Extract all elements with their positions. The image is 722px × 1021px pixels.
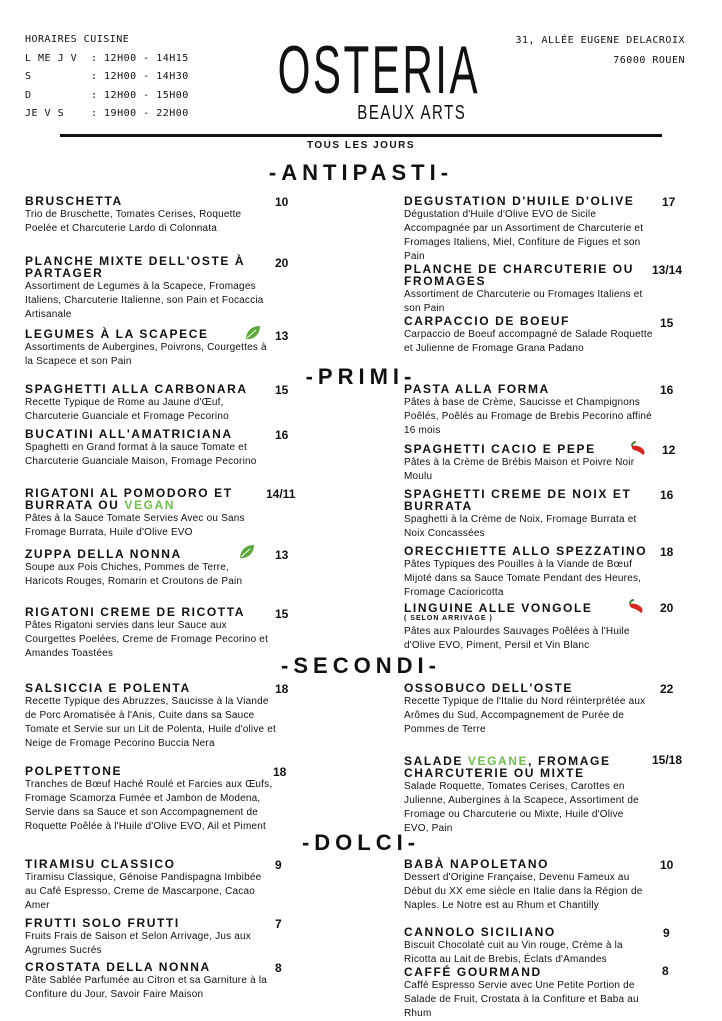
hours-days: S xyxy=(25,71,32,82)
menu-item xyxy=(25,428,270,469)
hours-time: : 12H00 - 14H15 xyxy=(91,52,189,64)
hours-row xyxy=(25,68,189,87)
menu-item xyxy=(25,383,277,424)
item-name: SPAGHETTI CACIO E PEPE xyxy=(404,442,596,456)
menu-item xyxy=(404,755,644,836)
item-price: 16 xyxy=(275,428,289,442)
item-price: 16 xyxy=(660,488,674,502)
item-name: DEGUSTATION D'HUILE D'OLIVE xyxy=(404,194,635,208)
item-price: 10 xyxy=(275,195,289,209)
item-description: Recette Typique de l'Italie du Nord réinterprétée aux Arômes du Sud, Accompagnement de Purée de Pommes de Terre xyxy=(404,696,646,735)
item-name: BUCATINI ALL'AMATRICIANA xyxy=(25,427,233,441)
menu-item xyxy=(404,682,649,737)
item-name: CROSTATA DELLA NONNA xyxy=(25,960,211,974)
item-price: 8 xyxy=(662,964,669,978)
item-name-part: BURRATA OU xyxy=(25,498,125,512)
item-name-part: , FROMAGE xyxy=(528,754,611,768)
item-name: RIGATONI CREME DE RICOTTA xyxy=(25,605,245,619)
menu-item xyxy=(25,255,275,322)
item-price: 13 xyxy=(275,329,289,343)
item-price: 18 xyxy=(660,545,674,559)
item-description: Dégustation d'Huile d'Olive EVO de Sicile Accompagnée par un Assortiment de Charcuterie et Fromages Italiens, Miel, Confiture de Figues et son Pain xyxy=(404,209,644,262)
menu-item xyxy=(404,926,654,967)
item-description: Pâtes à base de Crème, Saucisse et Champignons Poêlés, Poêlés au Fromage de Brebis Pecorino affiné 16 mois xyxy=(404,397,652,436)
item-name: FRUTTI SOLO FRUTTI xyxy=(25,916,180,930)
item-description: Pâtes Typiques des Pouilles à la Viande de Bœuf Mijoté dans sa Sauce Tomate Pendant des Heures, Fromage Cacioricotta xyxy=(404,559,642,598)
item-price: 9 xyxy=(663,926,670,940)
hours-days: JE V S xyxy=(25,108,65,119)
logo-sub: BEAUX ARTS xyxy=(357,102,466,124)
item-description: Assortiment de Charcuterie ou Fromages Italiens et son Pain xyxy=(404,289,643,314)
item-price: 13 xyxy=(275,548,289,562)
item-price: 12 xyxy=(662,443,676,457)
vegan-label: VEGAN xyxy=(124,498,176,512)
item-price: 9 xyxy=(275,858,282,872)
menu-item xyxy=(25,961,270,1002)
item-description: Spaghetti à la Crème de Noix, Fromage Burrata et Noix Concassées xyxy=(404,514,637,539)
item-description: Recette Typique de Rome au Jaune d'Œuf, Charcuterie Guanciale et Fromage Pecorino xyxy=(25,397,229,422)
item-price: 15 xyxy=(660,316,674,330)
address-line: 76000 ROUEN xyxy=(613,55,685,66)
chili-icon xyxy=(627,598,645,614)
item-name: TIRAMISU CLASSICO xyxy=(25,857,176,871)
menu-item xyxy=(25,917,270,958)
item-name-part: RIGATONI AL POMODORO ET xyxy=(25,486,233,500)
item-price: 17 xyxy=(662,195,676,209)
item-name: ORECCHIETTE ALLO SPEZZATINO xyxy=(404,544,648,558)
item-name: CAFFÉ GOURMAND xyxy=(404,965,542,979)
leaf-icon xyxy=(238,544,256,560)
item-price: 22 xyxy=(660,682,674,696)
hours-row xyxy=(25,50,189,69)
menu-item xyxy=(25,765,275,834)
item-name: SPAGHETTI ALLA CARBONARA xyxy=(25,382,248,396)
item-price: 18 xyxy=(273,765,287,779)
menu-item xyxy=(25,548,270,589)
item-description: Pâtes à la Sauce Tomate Servies Avec ou Sans Fromage Burrata, Huile d'Olive EVO xyxy=(25,513,245,538)
section-title-secondi: -SECONDI- xyxy=(281,653,441,678)
hours-days: D xyxy=(25,89,32,101)
item-name xyxy=(25,487,270,511)
menu-item xyxy=(25,328,275,369)
address xyxy=(515,31,685,71)
item-price: 15 xyxy=(275,383,289,397)
item-description: Trio de Bruschette, Tomates Cerises, Roquette Poelée et Charcuterie Lardo di Colonnata xyxy=(25,209,242,234)
item-name: ZUPPA DELLA NONNA xyxy=(25,547,182,561)
item-description: Fruits Frais de Saison et Selon Arrivage, Jus aux Agrumes Sucrés xyxy=(25,931,252,956)
restaurant-logo xyxy=(233,32,481,124)
item-description: Pâtes aux Palourdes Sauvages Poêlées à l'Huile d'Olive EVO, Piment, Persil et Vin Blanc xyxy=(404,626,630,651)
address-line: 31, ALLÉE EUGENE DELACROIX xyxy=(515,35,685,46)
item-description: Assortiment de Legumes à la Scapece, Fromages Italiens, Charcuterie Italienne, son Pain et Focaccia Artisanale xyxy=(25,281,264,320)
item-note: ( SELON ARRIVAGE ) xyxy=(404,615,493,622)
hours-time: : 19H00 - 22H00 xyxy=(91,108,189,119)
menu-item xyxy=(404,195,654,264)
item-price: 14/11 xyxy=(266,487,296,501)
hours-days: L ME J V xyxy=(25,52,78,64)
section-title-antipasti: -ANTIPASTI- xyxy=(268,160,454,185)
header-divider xyxy=(60,134,662,137)
item-description: Tranches de Bœuf Haché Roulé et Farcies aux Œufs, Fromage Scamorza Fumée et Jambon de Modena, Servie dans sa Sauce et son Accompagnement de Roquette Poêlée à l'Huile d'Olive EVO, Ail et Piment xyxy=(25,779,273,832)
section-title-dolci: -DOLCI- xyxy=(301,830,421,855)
item-price: 7 xyxy=(275,917,282,931)
menu-item xyxy=(404,966,659,1021)
item-name: PLANCHE DE CHARCUTERIE OU FROMAGES xyxy=(404,262,635,288)
item-description: Caffé Espresso Servie avec Une Petite Portion de Salade de Fruit, Crostata à la Confiture et Baba au Rhum xyxy=(404,980,639,1019)
menu-item xyxy=(404,443,654,484)
item-name-part: CHARCUTERIE OU MIXTE xyxy=(404,766,585,780)
item-description: Recette Typique des Abruzzes, Saucisse à la Viande de Porc Aromatisée à l'Anis, Cuite dans sa Sauce Tomate et Servie sur un Lit de Polenta, Huile d'olive et Neige de Fromage Pecorino Buccia Nera xyxy=(25,696,277,749)
item-description: Assortiments de Aubergines, Poivrons, Courgettes à la Scapece et son Pain xyxy=(25,342,267,367)
item-price: 20 xyxy=(275,256,289,270)
item-name: SALSICCIA E POLENTA xyxy=(25,681,191,695)
vegan-label: VEGANE xyxy=(467,754,529,768)
item-name-part: SALADE xyxy=(404,754,468,768)
item-name: OSSOBUCO DELL'OSTE xyxy=(404,681,573,695)
menu-item xyxy=(404,545,656,600)
item-description: Biscuit Chocolaté cuit au Vin rouge, Crème à la Ricotta au Lait de Brebis, Éclats d'Amandes xyxy=(404,940,623,965)
item-name: BRUSCHETTA xyxy=(25,194,123,208)
item-description: Pâtes Rigatoni servies dans leur Sauce aux Courgettes Poelées, Creme de Fromage Pecorino et Amandes Toastées xyxy=(25,620,269,659)
menu-item xyxy=(404,858,654,913)
item-name: LINGUINE ALLE VONGOLE xyxy=(404,601,593,615)
hours-row xyxy=(25,105,189,124)
item-name: BABÀ NAPOLETANO xyxy=(404,857,550,871)
item-description: Pâtes à la Crème de Brébis Maison et Poivre Noir Moulu xyxy=(404,457,635,482)
menu-item xyxy=(25,195,275,236)
menu-item xyxy=(404,263,644,316)
item-description: Salade Roquette, Tomates Cerises, Carottes en Julienne, Aubergines à la Scapece, Assortiment de Fromage ou Charcuterie ou Mixte, Huile d'Olive EVO, Pain xyxy=(404,781,639,834)
item-name: POLPETTONE xyxy=(25,764,123,778)
item-name: PLANCHE MIXTE DELL'OSTE À PARTAGER xyxy=(25,254,246,280)
kitchen-hours xyxy=(25,31,189,124)
menu-item xyxy=(404,488,649,541)
section-title-primi: -PRIMI- xyxy=(305,364,417,389)
menu-item xyxy=(404,383,654,438)
item-description: Spaghetti en Grand format à la sauce Tomate et Charcuterie Guanciale Maison, Fromage Pecorino xyxy=(25,442,257,467)
item-name xyxy=(404,755,644,779)
item-price: 10 xyxy=(660,858,674,872)
item-price: 15/18 xyxy=(652,753,683,767)
hours-title: HORAIRES CUISINE xyxy=(25,34,130,45)
menu-item xyxy=(25,487,270,540)
item-description: Dessert d'Origine Française, Devenu Fameux au Début du XX eme siècle en Italie dans la Région de Naples. Le Notre est au Rhum et Chantilly xyxy=(404,872,643,911)
item-name: PASTA ALLA FORMA xyxy=(404,382,550,396)
menu-item xyxy=(25,682,277,751)
item-price: 8 xyxy=(275,961,282,975)
leaf-icon xyxy=(244,325,262,341)
menu-item xyxy=(404,602,660,653)
tous-les-jours: TOUS LES JOURS xyxy=(306,140,416,151)
menu-item xyxy=(404,315,654,356)
item-price: 13/14 xyxy=(652,263,683,277)
item-price: 18 xyxy=(275,682,289,696)
item-description: Carpaccio de Boeuf accompagné de Salade Roquette et Julienne de Fromage Grana Padano xyxy=(404,329,653,354)
item-description: Tiramisu Classique, Génoise Pandispagna Imbibée au Café Espresso, Creme de Mascarpone, Cacao Amer xyxy=(25,872,262,911)
item-price: 20 xyxy=(660,601,674,615)
hours-time: : 12H00 - 14H30 xyxy=(91,71,189,82)
chili-icon xyxy=(629,440,647,456)
menu-item xyxy=(25,858,270,913)
hours-time: : 12H00 - 15H00 xyxy=(91,89,189,101)
hours-row xyxy=(25,87,189,106)
item-name: SPAGHETTI CREME DE NOIX ET BURRATA xyxy=(404,487,632,513)
item-price: 16 xyxy=(660,383,674,397)
item-name: CARPACCIO DE BOEUF xyxy=(404,314,570,328)
item-description: Pâte Sablée Parfumée au Citron et sa Garniture à la Confiture du Jour, Savoir Faire Maison xyxy=(25,975,267,1000)
logo-main: OSTERIA xyxy=(277,32,481,108)
item-price: 15 xyxy=(275,607,289,621)
item-description: Soupe aux Pois Chiches, Pommes de Terre, Haricots Rouges, Romarin et Croutons de Pain xyxy=(25,562,243,587)
item-name: LEGUMES À LA SCAPECE xyxy=(25,327,209,341)
item-name: CANNOLO SICILIANO xyxy=(404,925,556,939)
